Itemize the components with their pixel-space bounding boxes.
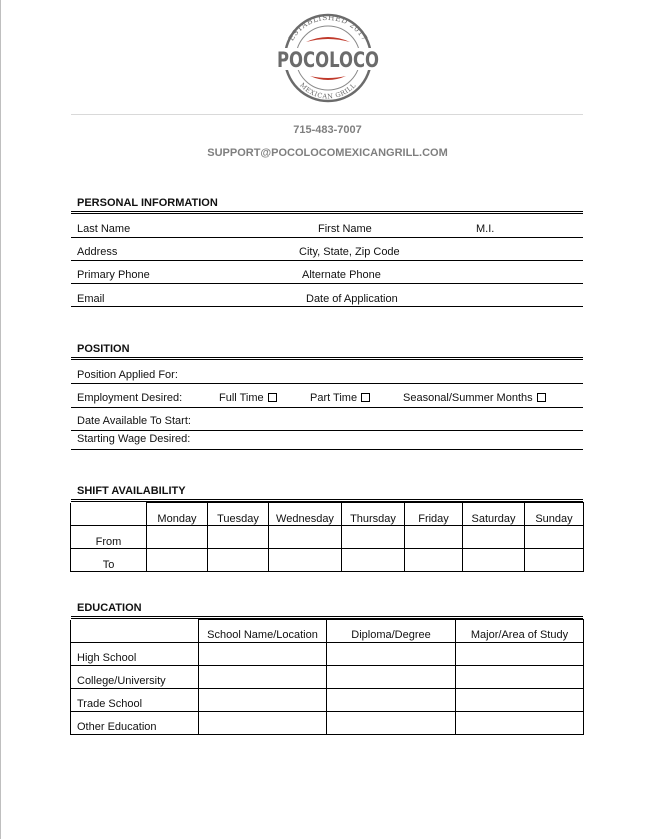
logo-chili-icon	[306, 37, 350, 42]
education-cell[interactable]	[456, 689, 584, 712]
part-time-option[interactable]	[310, 392, 370, 404]
contact-phone: 715-483-7007	[293, 124, 362, 136]
education-section-title: EDUCATION	[77, 602, 142, 614]
shift-cell[interactable]	[342, 526, 405, 549]
address-line	[71, 260, 583, 261]
education-col-major: Major/Area of Study	[456, 620, 584, 643]
education-row-label: High School	[71, 643, 199, 666]
date-of-application-label: Date of Application	[306, 293, 398, 305]
shift-cell[interactable]	[525, 549, 584, 572]
shift-cell[interactable]	[147, 526, 208, 549]
education-row-label: Other Education	[71, 712, 199, 735]
logo-chili-icon-bottom	[310, 76, 346, 80]
education-row	[71, 689, 584, 712]
day-header-saturday: Saturday	[463, 503, 525, 526]
pocoloco-logo	[272, 12, 384, 104]
education-table	[70, 619, 584, 735]
shift-corner-cell	[71, 503, 147, 526]
education-cell[interactable]	[456, 643, 584, 666]
shift-cell[interactable]	[269, 549, 342, 572]
seasonal-option[interactable]	[403, 392, 546, 404]
starting-wage-label: Starting Wage Desired:	[77, 433, 191, 445]
education-row-label: College/University	[71, 666, 199, 689]
day-header-wednesday: Wednesday	[269, 503, 342, 526]
education-col-diploma: Diploma/Degree	[327, 620, 456, 643]
shift-table	[70, 502, 584, 572]
education-cell[interactable]	[199, 712, 327, 735]
header-divider	[71, 114, 583, 115]
shift-cell[interactable]	[525, 526, 584, 549]
education-col-school: School Name/Location	[199, 620, 327, 643]
position-applied-line	[71, 383, 583, 384]
logo-bottom-arc: MEXICAN GRILL	[298, 81, 358, 101]
last-name-label: Last Name	[77, 223, 131, 235]
shift-row-from	[71, 526, 584, 549]
shift-cell[interactable]	[147, 549, 208, 572]
logo-name: POCOLOCO	[277, 48, 379, 72]
date-available-line	[71, 430, 583, 431]
day-header-thursday: Thursday	[342, 503, 405, 526]
education-cell[interactable]	[199, 643, 327, 666]
starting-wage-line	[71, 449, 583, 450]
position-section-title: POSITION	[77, 343, 130, 355]
shift-cell[interactable]	[463, 549, 525, 572]
shift-cell[interactable]	[405, 526, 463, 549]
personal-title-rule	[71, 211, 583, 214]
seasonal-checkbox[interactable]	[537, 393, 546, 402]
email-label: Email	[77, 293, 105, 305]
full-time-option[interactable]	[219, 392, 277, 404]
day-header-friday: Friday	[405, 503, 463, 526]
education-cell[interactable]	[327, 712, 456, 735]
education-cell[interactable]	[456, 712, 584, 735]
day-header-sunday: Sunday	[525, 503, 584, 526]
city-state-zip-label: City, State, Zip Code	[299, 246, 400, 258]
shift-cell[interactable]	[208, 549, 269, 572]
part-time-label: Part Time	[310, 392, 358, 404]
shift-cell[interactable]	[269, 526, 342, 549]
shift-section-title: SHIFT AVAILABILITY	[77, 485, 186, 497]
education-row	[71, 643, 584, 666]
education-cell[interactable]	[199, 666, 327, 689]
day-header-monday: Monday	[147, 503, 208, 526]
education-header-row	[71, 620, 584, 643]
email-line	[71, 306, 583, 307]
position-applied-label: Position Applied For:	[77, 369, 178, 381]
first-name-label: First Name	[318, 223, 372, 235]
education-cell[interactable]	[199, 689, 327, 712]
full-time-label: Full Time	[219, 392, 264, 404]
education-cell[interactable]	[327, 666, 456, 689]
logo-top-arc: ESTABLISHED 2017	[286, 12, 370, 43]
name-line	[71, 237, 583, 238]
full-time-checkbox[interactable]	[268, 393, 277, 402]
education-row	[71, 666, 584, 689]
primary-phone-label: Primary Phone	[77, 269, 150, 281]
shift-header-row	[71, 503, 584, 526]
education-corner-cell	[71, 620, 199, 643]
shift-cell[interactable]	[208, 526, 269, 549]
position-title-rule	[71, 357, 583, 360]
seasonal-label: Seasonal/Summer Months	[403, 392, 533, 404]
contact-email: SUPPORT@POCOLOCOMEXICANGRILL.COM	[207, 147, 448, 159]
shift-row-to	[71, 549, 584, 572]
day-header-tuesday: Tuesday	[208, 503, 269, 526]
education-cell[interactable]	[327, 643, 456, 666]
shift-cell[interactable]	[405, 549, 463, 572]
shift-row-label-from: From	[71, 526, 147, 549]
phone-line	[71, 283, 583, 284]
alternate-phone-label: Alternate Phone	[302, 269, 381, 281]
education-row-label: Trade School	[71, 689, 199, 712]
education-row	[71, 712, 584, 735]
date-available-label: Date Available To Start:	[77, 415, 191, 427]
mi-label: M.I.	[476, 223, 495, 235]
shift-row-label-to: To	[71, 549, 147, 572]
part-time-checkbox[interactable]	[361, 393, 370, 402]
employment-desired-label: Employment Desired:	[77, 392, 183, 404]
personal-section-title: PERSONAL INFORMATION	[77, 197, 218, 209]
education-cell[interactable]	[327, 689, 456, 712]
shift-cell[interactable]	[342, 549, 405, 572]
employment-line	[71, 407, 583, 408]
education-cell[interactable]	[456, 666, 584, 689]
shift-cell[interactable]	[463, 526, 525, 549]
address-label: Address	[77, 246, 118, 258]
